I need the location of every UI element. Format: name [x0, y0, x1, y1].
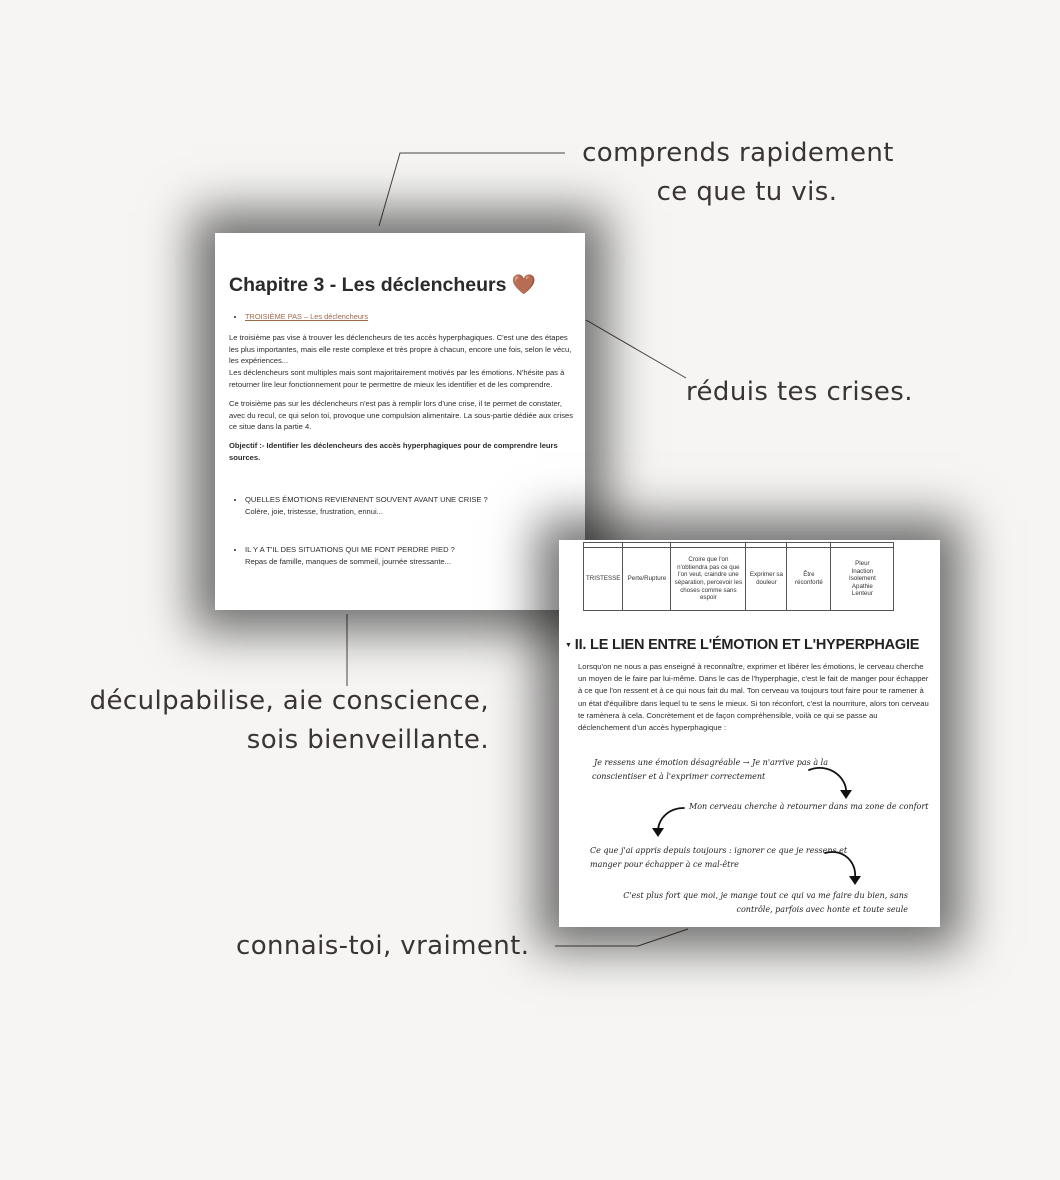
- chapter-link[interactable]: TROISIÈME PAS – Les déclencheurs: [245, 312, 369, 321]
- flow-step-1a: Je ressens une émotion désagréable → Je n'arrive pas à la: [594, 758, 828, 767]
- flow-step-2: Mon cerveau cherche à retourner dans ma zone de confort: [689, 802, 929, 811]
- paragraph-1b: Les déclencheurs sont multiples mais sont majoritairement motivés par les émotions. N'hésite pas à retourner lire leur fonctionnement pour te permettre de mieux les identifier et de les comprendre.: [229, 368, 565, 389]
- flow-step-4: [623, 889, 908, 916]
- question-2-text: IL Y A T'IL DES SITUATIONS QUI ME FONT PERDRE PIED ?: [245, 545, 455, 555]
- table-cell-emotion: TRISTESSE: [584, 548, 623, 611]
- question-2-answer: Repas de famille, manques de sommeil, journée stressante...: [245, 557, 451, 567]
- callout-right: réduis tes crises.: [686, 377, 913, 407]
- brown-heart-icon: 🤎: [511, 274, 537, 296]
- connector-right: [586, 320, 686, 378]
- table-cell-signs: Pleur Inaction Isolement Apathie Lenteur: [831, 548, 894, 611]
- flow-step-3: [590, 844, 847, 871]
- paragraph-2: Ce troisième pas sur les déclencheurs n'est pas à remplir lors d'une crise, il te permet de constater, avec du recul, ce qui selon toi, provoque une compulsion alimentaire. La sous-partie dédiée aux crises ce situe dans la partie 4.: [229, 398, 574, 432]
- curved-arrow-icon-2: [658, 808, 684, 830]
- flow-step-4a: C'est plus fort que moi, je mange tout ce qui va me faire du bien, sans: [623, 891, 908, 900]
- flow-step-3a: Ce que j'ai appris depuis toujours : ignorer ce que je ressens et: [590, 846, 848, 855]
- table-cell-action: Être réconforté: [787, 548, 831, 611]
- flow-step-1: [592, 756, 828, 783]
- paragraph-1: [229, 332, 577, 391]
- connector-bottom: [555, 929, 688, 946]
- callout-left: [80, 682, 489, 760]
- callout-top-line2: ce que tu vis.: [656, 177, 838, 207]
- objective: Objectif :- Identifier les déclencheurs des accès hyperphagiques pour de comprendre leurs sources.: [229, 441, 558, 462]
- paragraph-1a: Le troisième pas vise à trouver les déclencheurs de tes accès hyperphagiques. C'est une des étapes les plus importantes, mais elle reste complexe et très propre à chacun, encore une fois, selon le vécu, les expériences...: [229, 332, 572, 366]
- callout-top: [571, 134, 905, 212]
- callout-left-line1: déculpabilise, aie conscience,: [89, 686, 489, 716]
- flow-step-3b: manger pour échapper à ce mal-être: [590, 859, 739, 869]
- page-title: [229, 273, 536, 297]
- document-body: [229, 311, 577, 568]
- callout-top-line1: comprends rapidement: [582, 138, 894, 168]
- page-title-text: Chapitre 3 - Les déclencheurs: [229, 274, 507, 296]
- table-cell-thought: Croire que l'on n'obtiendra pas ce que l'on veut, craindre une séparation, percevoir les choses comme sans espoir: [671, 548, 746, 611]
- flow-step-4b: contrôle, parfois avec honte et toute seule: [736, 904, 908, 914]
- callout-bottom: connais-toi, vraiment.: [236, 931, 530, 961]
- section-paragraph: Lorsqu'on ne nous a pas enseigné à reconnaître, exprimer et libérer les émotions, le cerveau cherche un moyen de le faire par lui-même. Dans le cas de l'hyperphagie, c'est le fait de manger pour échapper à ce que l'on ressent et à ce qui nous fait du mal. Ton cerveau va toujours tout faire pour te ramener à un état d'équilibre dans lequel tu te sens le mieux. Si ton réconfort, c'est la nourriture, alors ton cerveau te ramènera à cela. Concrètement et de façon compréhensible, voilà ce qui se passe au déclenchement d'un accès hyperphagique :: [578, 662, 929, 733]
- callout-left-line2: sois bienveillante.: [246, 725, 489, 755]
- connector-top: [379, 153, 565, 226]
- document-page-chapter-3: [215, 233, 585, 610]
- question-1-answer: Colère, joie, tristesse, frustration, ennui...: [245, 506, 384, 516]
- table-cell-cause: Perte/Rupture: [623, 548, 671, 611]
- question-1-text: QUELLES ÉMOTIONS REVIENNENT SOUVENT AVANT UNE CRISE ?: [245, 494, 488, 504]
- question-1: [245, 494, 577, 518]
- collapse-triangle-icon[interactable]: ▼: [565, 641, 572, 649]
- table-cell-need: Exprimer sa douleur: [746, 548, 787, 611]
- section-heading-text: II. LE LIEN ENTRE L'ÉMOTION ET L'HYPERPHAGIE: [574, 637, 920, 653]
- question-2: [245, 544, 577, 568]
- document-page-emotion-link: [559, 540, 940, 927]
- flow-step-1b: conscientiser et à l'exprimer correctement: [592, 771, 766, 781]
